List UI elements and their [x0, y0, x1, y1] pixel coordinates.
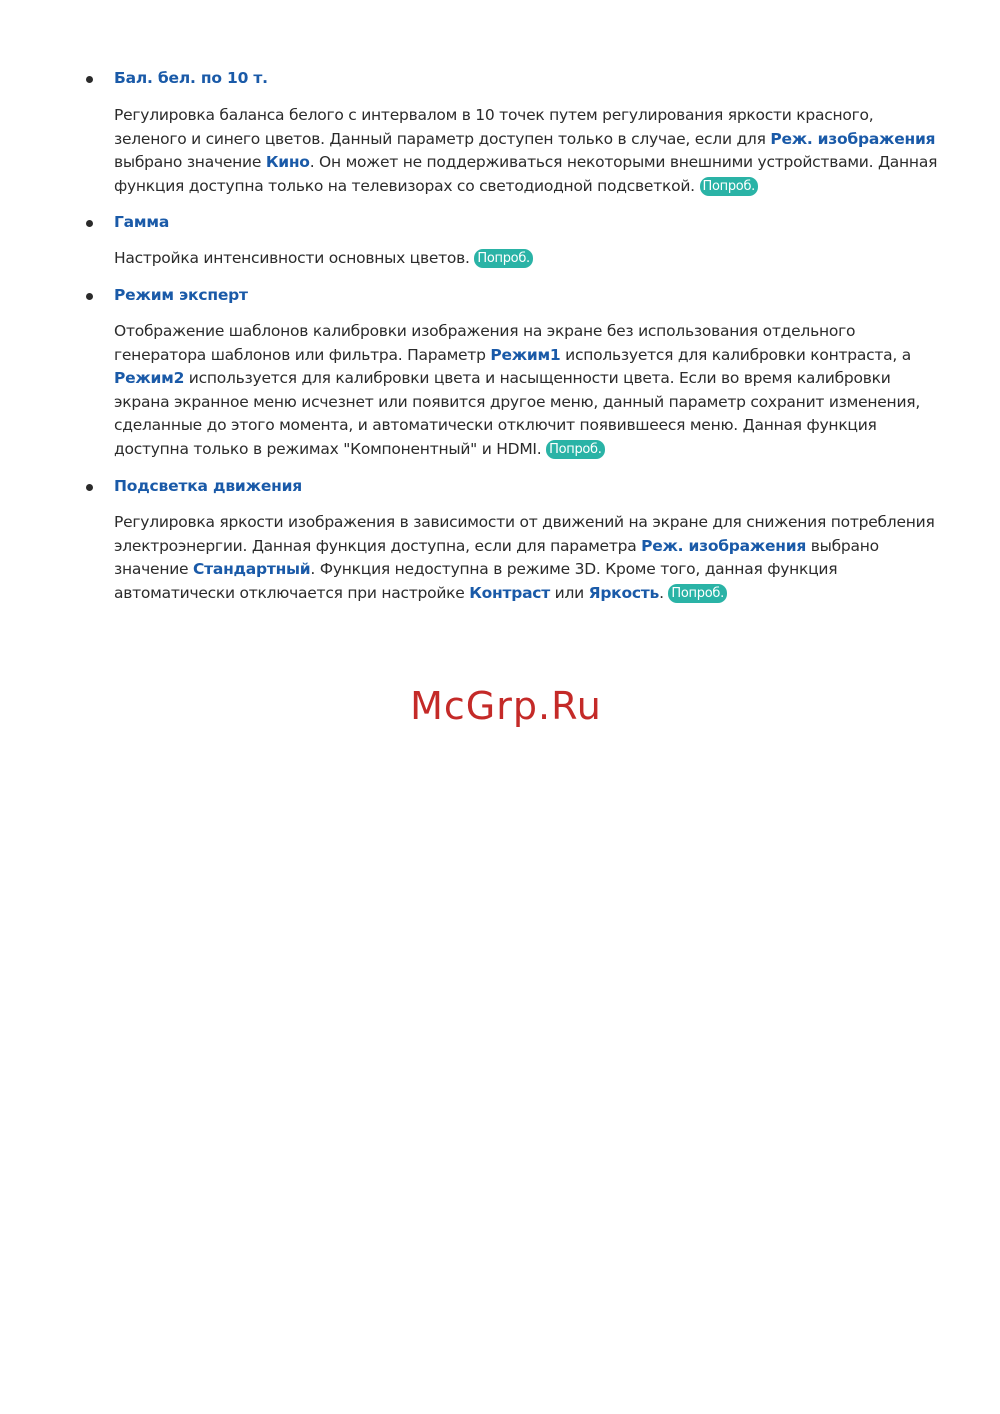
keyword-text: Реж. изображения	[770, 129, 936, 148]
section-description	[114, 320, 944, 461]
text-run: .	[659, 583, 669, 602]
bullet-dot	[86, 484, 93, 491]
text-run: Регулировка яркости изображения в зависимости от движений на экране для снижения потребления электроэнергии. Данная функция доступна, если для параметра	[114, 513, 935, 555]
text-run: используется для калибровки контраста, а	[560, 345, 912, 364]
text-run: Настройка интенсивности основных цветов.	[114, 249, 475, 267]
text-run: Регулировка баланса белого с интервалом в 10 точек путем регулирования яркости красного, зеленого и синего цветов. Данный параметр доступен только в случае, если для	[114, 106, 874, 148]
keyword-text: Режим1	[490, 345, 561, 364]
text-run: . Функция недоступна в режиме 3D. Кроме того, данная функция автоматически отключается при настройке	[114, 560, 838, 602]
keyword-text: Режим2	[114, 369, 185, 387]
section-heading: Подсветка движения	[114, 477, 303, 495]
section-description	[114, 511, 944, 605]
keyword-text: Яркость	[588, 583, 660, 602]
text-run: выбрано значение	[114, 536, 879, 578]
keyword-text: Реж. изображения	[641, 536, 807, 555]
bullet-dot	[86, 220, 93, 227]
watermark-text: McGrp.Ru	[410, 684, 602, 728]
text-run: выбрано значение	[114, 153, 266, 171]
keyword-text: Стандартный	[193, 560, 311, 578]
try-button[interactable]: Попроб.	[474, 249, 532, 268]
section-description	[114, 104, 944, 198]
section-heading: Режим эксперт	[114, 286, 248, 304]
keyword-text: Контраст	[469, 583, 550, 602]
text-run: . Он может не поддерживаться некоторыми внешними устройствами. Данная функция доступна только на телевизорах со светодиодной подсветкой.	[114, 153, 938, 195]
section-heading: Бал. бел. по 10 т.	[114, 69, 268, 87]
text-run: используется для калибровки цвета и насыщенности цвета. Если во время калибровки экрана экранное меню исчезнет или появится другое меню, данный параметр сохранит изменения, сделанные до этого момента, и автоматически отключит появившееся меню. Данная функция доступна только в режимах "Компонентный" и HDMI.	[114, 369, 921, 458]
bullet-dot	[86, 293, 93, 300]
keyword-text: Кино	[265, 153, 310, 171]
try-button[interactable]: Попроб.	[700, 177, 758, 196]
text-run: или	[549, 583, 589, 602]
bullet-dot	[86, 76, 93, 83]
section-description	[114, 247, 944, 271]
try-button[interactable]: Попроб.	[546, 440, 604, 459]
try-button[interactable]: Попроб.	[668, 584, 726, 603]
text-run: Отображение шаблонов калибровки изображения на экране без использования отдельного генератора шаблонов или фильтра. Параметр	[114, 322, 856, 364]
section-heading: Гамма	[114, 213, 170, 231]
